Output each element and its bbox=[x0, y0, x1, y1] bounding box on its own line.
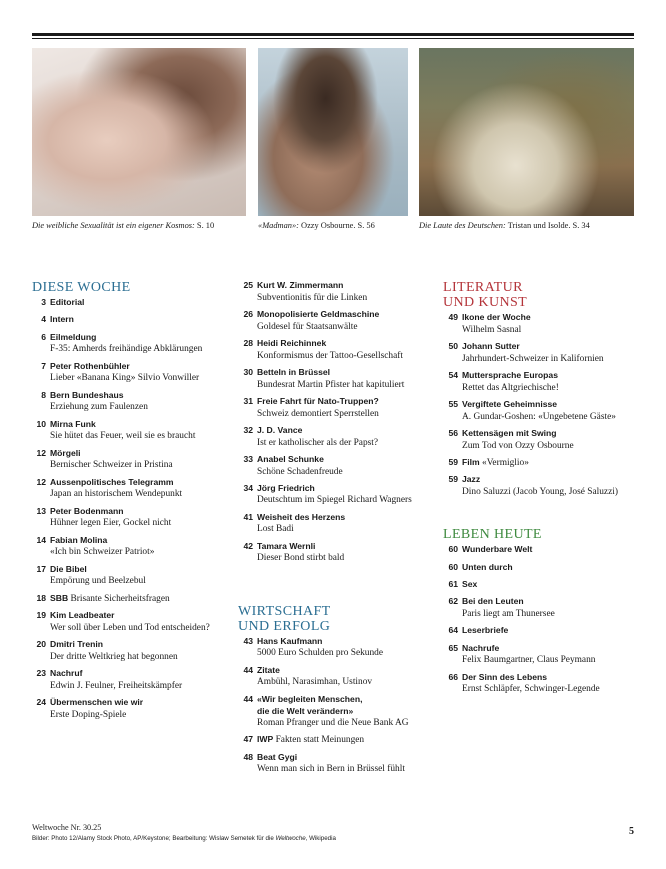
toc-page-number: 31 bbox=[243, 395, 253, 406]
toc-entry-text bbox=[50, 697, 232, 721]
toc-entry-subtitle: Empörung und Beelzebul bbox=[50, 576, 146, 587]
toc-page-number: 7 bbox=[41, 360, 46, 371]
toc-entry-text bbox=[462, 625, 643, 638]
toc-entry-subtitle: Wenn man sich in Bern in Brüssel fühlt bbox=[257, 764, 405, 775]
toc-entry-text bbox=[462, 474, 643, 498]
toc-page-number: 44 bbox=[243, 693, 253, 704]
toc-entry[interactable] bbox=[32, 297, 232, 310]
toc-entry-inline-subtitle: Brisante Sicherheitsfragen bbox=[68, 593, 170, 604]
toc-entry[interactable] bbox=[443, 428, 643, 452]
toc-page-number: 19 bbox=[36, 610, 46, 621]
toc-entry-subtitle: Rettet das Altgriechische! bbox=[462, 382, 559, 393]
section-title-wirtschaft: WIRTSCHAFT UND ERFOLG bbox=[238, 603, 331, 634]
toc-entry-title: Nachruf bbox=[50, 668, 83, 678]
toc-entry-subtitle: Sie hütet das Feuer, weil sie es braucht bbox=[50, 431, 196, 442]
toc-entry-text bbox=[462, 596, 643, 620]
toc-entry-title: Heidi Reichinnek bbox=[257, 337, 327, 348]
toc-page-number: 32 bbox=[243, 424, 253, 435]
toc-entry-title: Film bbox=[462, 456, 480, 467]
toc-entry-title: Monopolisierte Geldmaschine bbox=[257, 308, 380, 319]
toc-entry-text bbox=[462, 370, 643, 394]
toc-entry-text bbox=[257, 752, 438, 776]
toc-page-number: 24 bbox=[36, 696, 46, 707]
toc-entry-text bbox=[462, 428, 643, 452]
toc-entry-subtitle: Schweiz demontiert Sperrstellen bbox=[257, 408, 379, 419]
toc-entry-text bbox=[50, 297, 232, 310]
toc-entry-subtitle: Zum Tod von Ozzy Osbourne bbox=[462, 440, 574, 451]
toc-entry[interactable] bbox=[238, 309, 438, 333]
toc-entry-text bbox=[50, 390, 232, 414]
toc-entry-title: Der Sinn des Lebens bbox=[462, 671, 548, 682]
caption-3: Die Laute des Deutschen: Tristan und Isolde. S. 34 bbox=[419, 221, 590, 230]
toc-entry-text bbox=[257, 665, 438, 689]
toc-entry-text bbox=[462, 672, 643, 696]
toc-entry-subtitle: Jahrhundert-Schweizer in Kalifornien bbox=[462, 353, 604, 364]
toc-entry-subtitle: Bundesrat Martin Pfister hat kapituliert bbox=[257, 379, 405, 390]
toc-entry-subtitle: Bernischer Schweizer in Pristina bbox=[50, 460, 173, 471]
toc-entry-text bbox=[257, 280, 438, 304]
toc-entry[interactable] bbox=[443, 625, 643, 638]
toc-entry-title: Leserbriefe bbox=[462, 625, 509, 636]
toc-entry-title: Anabel Schunke bbox=[257, 453, 324, 464]
toc-entry-text bbox=[257, 367, 438, 391]
toc-entry-text bbox=[50, 314, 232, 327]
column-diese-woche bbox=[32, 280, 232, 726]
toc-entry-text bbox=[257, 512, 438, 536]
toc-entry[interactable] bbox=[443, 544, 643, 557]
toc-entry-title: IWP bbox=[257, 734, 274, 745]
toc-entry[interactable] bbox=[443, 399, 643, 423]
toc-entry-subtitle: Dieser Bond stirbt bald bbox=[257, 553, 345, 564]
toc-page-number: 34 bbox=[243, 482, 253, 493]
toc-entry[interactable] bbox=[238, 367, 438, 391]
toc-page-number: 26 bbox=[243, 308, 253, 319]
toc-entry-title: Jazz bbox=[462, 474, 481, 485]
toc-entry-text bbox=[257, 636, 438, 660]
toc-entry[interactable] bbox=[443, 474, 643, 498]
toc-page-number: 56 bbox=[448, 427, 458, 438]
toc-page-number: 64 bbox=[448, 625, 458, 636]
toc-page-number: 10 bbox=[36, 418, 46, 429]
toc-entry-title: Dmitri Trenin bbox=[50, 639, 104, 650]
toc-page-number: 3 bbox=[41, 297, 46, 307]
toc-entry-subtitle: Dino Saluzzi (Jacob Young, José Saluzzi) bbox=[462, 486, 618, 497]
toc-page-number: 60 bbox=[448, 561, 458, 572]
toc-entry-title: Kim Leadbeater bbox=[50, 610, 115, 621]
top-rule bbox=[32, 33, 634, 36]
toc-entry-text bbox=[50, 593, 232, 606]
toc-entry[interactable] bbox=[32, 639, 232, 663]
toc-entry-subtitle: Wer soll über Leben und Tod entscheiden? bbox=[50, 622, 210, 633]
toc-page-number: 62 bbox=[448, 596, 458, 607]
toc-entry-text bbox=[257, 396, 438, 420]
toc-page-number: 48 bbox=[243, 751, 253, 762]
toc-entry-text bbox=[50, 419, 232, 443]
toc-entry-text bbox=[257, 338, 438, 362]
toc-entry-title: Vergiftete Geheimnisse bbox=[462, 398, 558, 409]
section-title-leben-heute: LEBEN HEUTE bbox=[443, 527, 542, 543]
toc-entry-title: Peter Rothenbühler bbox=[50, 360, 130, 371]
toc-entry-subtitle: Paris liegt am Thunersee bbox=[462, 609, 555, 620]
toc-entry[interactable] bbox=[238, 512, 438, 536]
toc-entry-title: Unten durch bbox=[462, 561, 513, 572]
column-middle bbox=[238, 280, 438, 781]
toc-entry[interactable] bbox=[32, 390, 232, 414]
section-title-literatur: LITERATUR UND KUNST bbox=[443, 280, 528, 310]
toc-entry-text bbox=[50, 610, 232, 634]
top-rule-thin bbox=[32, 38, 634, 39]
toc-page-number: 65 bbox=[448, 642, 458, 653]
toc-page-number: 13 bbox=[36, 505, 46, 516]
toc-entry-title: Mörgeli bbox=[50, 447, 81, 458]
toc-entry-title: Ikone der Woche bbox=[462, 312, 531, 322]
toc-entry[interactable] bbox=[238, 454, 438, 478]
toc-entry-inline-subtitle: «Vermiglio» bbox=[479, 457, 529, 468]
toc-entry[interactable] bbox=[32, 506, 232, 530]
column-right bbox=[443, 280, 643, 701]
toc-page-number: 42 bbox=[243, 540, 253, 551]
toc-entry[interactable] bbox=[32, 361, 232, 385]
toc-entry-title: «Wir begleiten Menschen, bbox=[257, 693, 363, 704]
toc-page-number: 25 bbox=[243, 280, 253, 290]
toc-entry[interactable] bbox=[443, 562, 643, 575]
toc-entry-title: Peter Bodenmann bbox=[50, 505, 124, 516]
caption-2: «Madman»: Ozzy Osbourne. S. 56 bbox=[258, 221, 375, 230]
toc-entry[interactable] bbox=[32, 668, 232, 692]
toc-entry[interactable] bbox=[238, 694, 438, 730]
toc-entry-subtitle: Goldesel für Staatsanwälte bbox=[257, 321, 358, 332]
toc-entry-text bbox=[50, 361, 232, 385]
toc-entry-text bbox=[462, 562, 643, 575]
toc-entry-text bbox=[257, 694, 438, 730]
toc-page-number: 23 bbox=[36, 668, 46, 678]
toc-entry[interactable] bbox=[238, 541, 438, 565]
toc-entry-title: Jörg Friedrich bbox=[257, 482, 315, 493]
toc-page-number: 50 bbox=[448, 340, 458, 351]
toc-page-number: 30 bbox=[243, 366, 253, 377]
toc-entry-title: Zitate bbox=[257, 664, 280, 675]
toc-entry-title: Betteln in Brüssel bbox=[257, 366, 331, 377]
toc-page-number: 12 bbox=[36, 447, 46, 458]
toc-entry-text bbox=[462, 457, 643, 470]
toc-entry-title: Johann Sutter bbox=[462, 340, 520, 351]
toc-entry-title: Eilmeldung bbox=[50, 331, 97, 342]
toc-entry[interactable] bbox=[443, 672, 643, 696]
toc-page-number: 8 bbox=[41, 389, 46, 400]
toc-entry-subtitle: F-35: Amherds freihändige Abklärungen bbox=[50, 344, 203, 355]
toc-page-number: 14 bbox=[36, 534, 46, 545]
toc-entry-text bbox=[50, 477, 232, 501]
toc-entry-title: Tamara Wernli bbox=[257, 540, 316, 551]
toc-entry-text bbox=[257, 734, 438, 747]
toc-page-number: 20 bbox=[36, 639, 46, 650]
toc-page-number: 12 bbox=[36, 476, 46, 487]
toc-entry[interactable] bbox=[443, 457, 643, 470]
toc-entry-subtitle: Felix Baumgartner, Claus Peymann bbox=[462, 655, 596, 666]
toc-entry-text bbox=[50, 564, 232, 588]
toc-entry[interactable] bbox=[32, 448, 232, 472]
toc-entry-text bbox=[50, 668, 232, 692]
toc-page-number: 60 bbox=[448, 544, 458, 555]
toc-entry-text bbox=[462, 312, 643, 336]
toc-entry-text bbox=[462, 399, 643, 423]
toc-entry-title: Übermenschen wie wir bbox=[50, 696, 144, 707]
toc-entry-title: Nachrufe bbox=[462, 642, 500, 653]
toc-entry-subtitle: Roman Pfranger und die Neue Bank AG bbox=[257, 718, 409, 728]
toc-entry-title: Weisheit des Herzens bbox=[257, 511, 346, 522]
toc-entry[interactable] bbox=[32, 535, 232, 559]
toc-entry-title: Bern Bundeshaus bbox=[50, 389, 124, 400]
toc-entry-subtitle: Japan an historischem Wendepunkt bbox=[50, 489, 183, 500]
toc-entry-subtitle: Ist er katholischer als der Papst? bbox=[257, 437, 379, 448]
toc-entry-text bbox=[50, 535, 232, 559]
toc-entry-subtitle: Subventionitis für die Linken bbox=[257, 292, 368, 303]
toc-entry[interactable] bbox=[238, 396, 438, 420]
toc-entry-subtitle: Schöne Schadenfreude bbox=[257, 466, 343, 477]
toc-entry[interactable] bbox=[238, 636, 438, 660]
toc-entry[interactable] bbox=[32, 332, 232, 356]
toc-entry-text bbox=[257, 541, 438, 565]
toc-entry[interactable] bbox=[32, 564, 232, 588]
photo-tristan-und-isolde-painting bbox=[419, 48, 634, 216]
toc-entry[interactable] bbox=[238, 752, 438, 776]
toc-entry-title: Muttersprache Europas bbox=[462, 369, 558, 380]
toc-page-number: 43 bbox=[243, 635, 253, 646]
toc-entry-title: Aussenpolitisches Telegramm bbox=[50, 476, 174, 487]
toc-entry-subtitle: Erziehung zum Faulenzen bbox=[50, 402, 148, 413]
toc-entry-title: J. D. Vance bbox=[257, 424, 303, 435]
toc-entry-subtitle: «Ich bin Schweizer Patriot» bbox=[50, 547, 155, 558]
toc-entry-subtitle: Konformismus der Tattoo-Gesellschaft bbox=[257, 350, 404, 361]
toc-entry[interactable] bbox=[443, 596, 643, 620]
toc-entry-inline-subtitle: Fakten statt Meinungen bbox=[273, 735, 365, 746]
toc-entry-text bbox=[257, 483, 438, 507]
toc-entry[interactable] bbox=[32, 419, 232, 443]
toc-entry[interactable] bbox=[238, 280, 438, 304]
issue-label: Weltwoche Nr. 30.25 bbox=[32, 823, 102, 832]
toc-entry-text bbox=[50, 332, 232, 356]
toc-entry[interactable] bbox=[443, 643, 643, 667]
toc-entry-title: Kurt W. Zimmermann bbox=[257, 280, 344, 290]
toc-entry-title: Mirna Funk bbox=[50, 418, 96, 429]
toc-entry-text bbox=[462, 544, 643, 557]
toc-entry-title: Beat Gygi bbox=[257, 751, 298, 762]
toc-entry[interactable] bbox=[238, 734, 438, 747]
toc-entry-title: Wunderbare Welt bbox=[462, 544, 533, 555]
toc-entry[interactable] bbox=[238, 425, 438, 449]
toc-entry-text bbox=[462, 579, 643, 592]
toc-entry-text bbox=[462, 341, 643, 365]
toc-entry-subtitle: Lieber «Banana King» Silvio Vonwiller bbox=[50, 373, 200, 384]
toc-entry-title: Fabian Molina bbox=[50, 534, 108, 545]
toc-entry-title: Editorial bbox=[50, 297, 85, 307]
toc-entry[interactable] bbox=[443, 341, 643, 365]
toc-entry-title: Hans Kaufmann bbox=[257, 635, 323, 646]
toc-entry-subtitle: Deutschtum im Spiegel Richard Wagners bbox=[257, 495, 412, 506]
caption-1: Die weibliche Sexualität ist ein eigener Kosmos: S. 10 bbox=[32, 221, 215, 230]
toc-entry-subtitle: A. Gundar-Goshen: «Ungebetene Gäste» bbox=[462, 411, 616, 422]
toc-page-number: 66 bbox=[448, 671, 458, 682]
page-number: 5 bbox=[629, 826, 634, 837]
toc-page-number: 4 bbox=[41, 314, 46, 325]
toc-entry-title-line2: die die Welt verändern» bbox=[257, 706, 354, 717]
toc-page-number: 6 bbox=[41, 331, 46, 342]
toc-entry[interactable] bbox=[443, 370, 643, 394]
toc-entry[interactable] bbox=[32, 593, 232, 606]
toc-entry-subtitle: 5000 Euro Schulden pro Sekunde bbox=[257, 648, 384, 659]
toc-entry-title: Freie Fahrt für Nato-Truppen? bbox=[257, 395, 379, 406]
toc-entry-subtitle: Wilhelm Sasnal bbox=[462, 324, 522, 335]
toc-page-number: 33 bbox=[243, 453, 253, 464]
toc-entry-text bbox=[50, 448, 232, 472]
toc-entry-title: Intern bbox=[50, 314, 74, 325]
toc-entry-title: Sex bbox=[462, 579, 478, 590]
toc-page-number: 17 bbox=[36, 563, 46, 574]
toc-entry-subtitle: Ernst Schläpfer, Schwinger-Legende bbox=[462, 684, 600, 695]
toc-entry-subtitle: Lost Badi bbox=[257, 524, 294, 535]
toc-page-number: 49 bbox=[448, 312, 458, 322]
toc-entry-title: SBB bbox=[50, 592, 69, 603]
photo-ozzy-osbourne bbox=[258, 48, 408, 216]
photo-couple-in-bed bbox=[32, 48, 246, 216]
toc-entry-text bbox=[257, 425, 438, 449]
toc-entry[interactable] bbox=[238, 665, 438, 689]
toc-page-number: 54 bbox=[448, 369, 458, 380]
toc-page-number: 61 bbox=[448, 579, 458, 590]
toc-page-number: 47 bbox=[243, 734, 253, 745]
toc-entry-subtitle: Erste Doping-Spiele bbox=[50, 709, 127, 720]
toc-entry-text bbox=[257, 309, 438, 333]
toc-page-number: 59 bbox=[448, 456, 458, 467]
toc-entry[interactable] bbox=[32, 477, 232, 501]
toc-entry[interactable] bbox=[443, 312, 643, 336]
toc-entry[interactable] bbox=[32, 697, 232, 721]
toc-entry-subtitle: Edwin J. Feulner, Freiheitskämpfer bbox=[50, 680, 183, 691]
toc-entry[interactable] bbox=[443, 579, 643, 592]
image-credits: Bilder: Photo 12/Alamy Stock Photo, AP/Keystone; Bearbeitung: Wislaw Semetek für die Weltwoche, Wikipedia bbox=[32, 835, 336, 842]
toc-entry-subtitle: Ambühl, Narasimhan, Ustinov bbox=[257, 677, 373, 688]
toc-page-number: 18 bbox=[36, 592, 46, 603]
toc-entry-title: Kettensägen mit Swing bbox=[462, 427, 557, 438]
toc-entry-text bbox=[257, 454, 438, 478]
toc-entry-subtitle: Der dritte Weltkrieg hat begonnen bbox=[50, 651, 178, 662]
toc-page-number: 41 bbox=[243, 511, 253, 522]
section-title-diese-woche: DIESE WOCHE bbox=[32, 280, 131, 295]
toc-page-number: 55 bbox=[448, 398, 458, 409]
toc-entry-text bbox=[50, 639, 232, 663]
toc-entry[interactable] bbox=[238, 483, 438, 507]
toc-page-number: 28 bbox=[243, 337, 253, 348]
toc-page-number: 59 bbox=[448, 474, 458, 485]
toc-entry[interactable] bbox=[238, 338, 438, 362]
toc-entry-subtitle: Hühner legen Eier, Gockel nicht bbox=[50, 518, 172, 529]
toc-entry-text bbox=[462, 643, 643, 667]
toc-entry[interactable] bbox=[32, 314, 232, 327]
toc-entry-text bbox=[50, 506, 232, 530]
toc-page-number: 44 bbox=[243, 664, 253, 675]
toc-entry-title: Die Bibel bbox=[50, 563, 87, 574]
toc-entry[interactable] bbox=[32, 610, 232, 634]
toc-entry-title: Bei den Leuten bbox=[462, 596, 524, 607]
